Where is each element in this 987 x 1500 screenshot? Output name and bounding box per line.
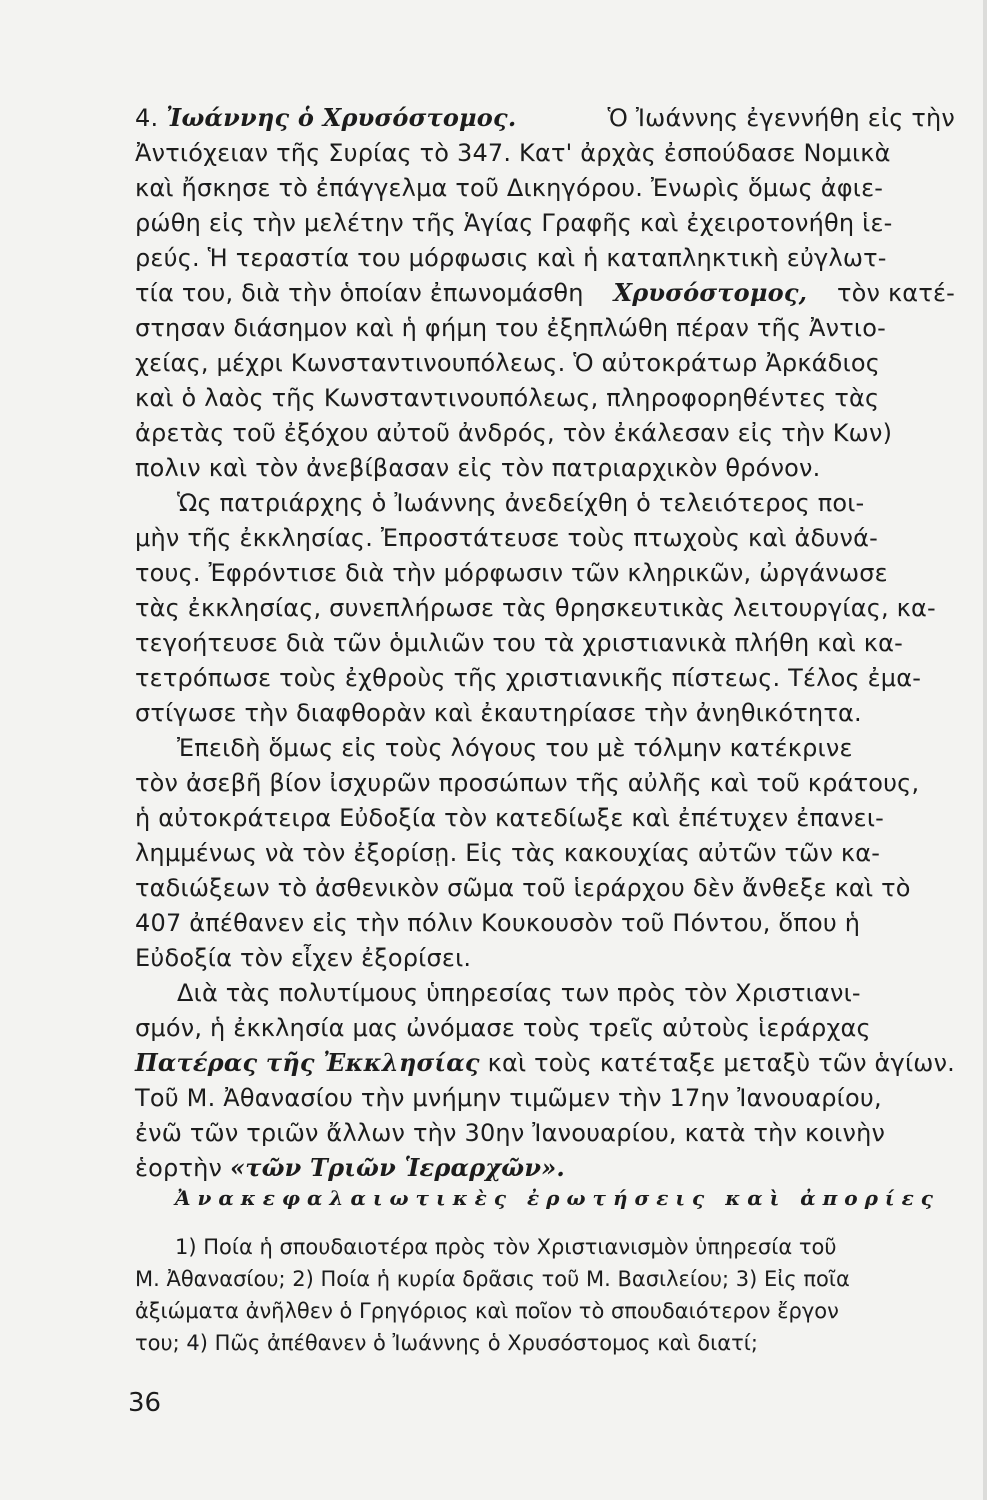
text-line: σμόν, ἡ ἐκκλησία μας ὠνόμασε τοὺς τρεῖς αὐτοὺς ἱεράρχας	[135, 1014, 871, 1042]
text-line: ταδιώξεων τὸ ἀσθενικὸν σῶμα τοῦ ἱεράρχου δὲν ἄνθεξε καὶ τὸ	[135, 874, 911, 902]
text-line: μὴν τῆς ἐκκλησίας. Ἐπροστάτευσε τοὺς πτωχοὺς καὶ ἀδυνά-	[135, 524, 878, 552]
text-line: τεγοήτευσε διὰ τῶν ὁμιλιῶν του τὰ χριστιανικὰ πλήθη καὶ κα-	[135, 629, 904, 657]
text-line-emphasis	[135, 1048, 955, 1077]
text-segment: καὶ τοὺς κατέταξε μεταξὺ τῶν ἁγίων.	[487, 1049, 955, 1077]
text-line: χείας, μέχρι Κωνσταντινουπόλεως. Ὁ αὐτοκράτωρ Ἀρκάδιος	[135, 349, 881, 377]
questions-heading: Ἀνακεφαλαιωτικὲς ἐρωτήσεις καὶ ἀπορίες	[175, 1186, 940, 1210]
scan-edge	[983, 0, 987, 1500]
text-line-emphasis	[135, 278, 955, 307]
text-line: λημμένως νὰ τὸν ἐξορίσῃ. Εἰς τὰς κακουχίας αὐτῶν τῶν κα-	[135, 839, 881, 867]
text-segment: τία του, διὰ τὴν ὁποίαν ἐπωνομάσθη	[135, 279, 584, 307]
question-line: 1) Ποία ἡ σπουδαιοτέρα πρὸς τὸν Χριστιανισμὸν ὑπηρεσία τοῦ	[175, 1235, 837, 1259]
text-line: 407 ἀπέθανεν εἰς τὴν πόλιν Κουκουσὸν τοῦ Πόντου, ὅπου ἡ	[135, 909, 861, 937]
text-line: καὶ ὁ λαὸς τῆς Κωνσταντινουπόλεως, πληροφορηθέντες τὰς	[135, 384, 880, 412]
text-line: ἀρετὰς τοῦ ἐξόχου αὐτοῦ ἀνδρός, τὸν ἐκάλεσαν εἰς τὴν Κων)	[135, 419, 893, 447]
text-line: Τοῦ Μ. Ἀθανασίου τὴν μνήμην τιμῶμεν τὴν 17ην Ἰανουαρίου,	[135, 1084, 882, 1112]
text-line: ρεύς. Ἡ τεραστία του μόρφωσις καὶ ἡ καταπληκτικὴ εὐγλωτ-	[135, 244, 887, 272]
emphasis-church-fathers: Πατέρας τῆς Ἐκκλησίας	[135, 1048, 480, 1077]
text-line: τους. Ἐφρόντισε διὰ τὴν μόρφωσιν τῶν κληρικῶν, ὠργάνωσε	[135, 559, 888, 587]
text-line: τὸν ἀσεβῆ βίον ἰσχυρῶν προσώπων τῆς αὐλῆς καὶ τοῦ κράτους,	[135, 769, 920, 797]
text-segment: ἑορτὴν	[135, 1154, 223, 1182]
section-title: Ἰωάννης ὁ Χρυσόστομος.	[166, 103, 517, 132]
text-line: ἡ αὐτοκράτειρα Εὐδοξία τὸν κατεδίωξε καὶ ἐπέτυχεν ἐπανει-	[135, 804, 885, 832]
text-line: ἐνῶ τῶν τριῶν ἄλλων τὴν 30ην Ἰανουαρίου, κατὰ τὴν κοινὴν	[135, 1119, 886, 1147]
text-line: Εὐδοξία τὸν εἶχεν ἐξορίσει.	[135, 944, 472, 972]
text-line: στησαν διάσημον καὶ ἡ φήμη του ἐξηπλώθη πέραν τῆς Ἀντιο-	[135, 314, 886, 342]
text-line: Ἐπειδὴ ὅμως εἰς τοὺς λόγους του μὲ τόλμην κατέκρινε	[177, 734, 853, 762]
question-line: ἀξιώματα ἀνῆλθεν ὁ Γρηγόριος καὶ ποῖον τὸ σπουδαιότερον ἔργον	[135, 1299, 839, 1323]
question-line: Μ. Ἀθανασίου; 2) Ποία ἡ κυρία δρᾶσις τοῦ Μ. Βασιλείου; 3) Εἰς ποῖα	[135, 1267, 850, 1291]
text-line: ρώθη εἰς τὴν μελέτην τῆς Ἁγίας Γραφῆς καὶ ἐχειροτονήθη ἱε-	[135, 209, 893, 237]
emphasis-chrysostom: Χρυσόστομος,	[613, 278, 808, 307]
text-line: τὰς ἐκκλησίας, συνεπλήρωσε τὰς θρησκευτικὰς λειτουργίας, κα-	[135, 594, 936, 622]
section-number: 4.	[135, 104, 159, 132]
text-segment: τὸν κατέ-	[836, 279, 955, 307]
text-line: στίγωσε τὴν διαφθορὰν καὶ ἐκαυτηρίασε τὴν ἀνηθικότητα.	[135, 699, 862, 727]
text-line: Διὰ τὰς πολυτίμους ὑπηρεσίας των πρὸς τὸν Χριστιανι-	[177, 979, 861, 1007]
emphasis-three-hierarchs: «τῶν Τριῶν Ἱεραρχῶν».	[230, 1153, 565, 1182]
text-line-emphasis	[135, 1153, 565, 1182]
text-line: Ἀντιόχειαν τῆς Συρίας τὸ 347. Κατ' ἀρχὰς ἐσπούδασε Νομικὰ	[135, 139, 891, 167]
page-number: 36	[128, 1388, 162, 1418]
section-intro: Ὁ Ἰωάννης ἐγεννήθη εἰς τὴν	[607, 104, 955, 132]
question-line: του; 4) Πῶς ἀπέθανεν ὁ Ἰωάννης ὁ Χρυσόστομος καὶ διατί;	[135, 1331, 758, 1355]
text-line: πολιν καὶ τὸν ἀνεβίβασαν εἰς τὸν πατριαρχικὸν θρόνον.	[135, 454, 821, 482]
section-heading-line	[135, 103, 955, 132]
text-line: καὶ ἤσκησε τὸ ἐπάγγελμα τοῦ Δικηγόρου. Ἐνωρὶς ὅμως ἀφιε-	[135, 174, 884, 202]
text-line: Ὡς πατριάρχης ὁ Ἰωάννης ἀνεδείχθη ὁ τελειότερος ποι-	[177, 489, 865, 517]
text-line: τετρόπωσε τοὺς ἐχθροὺς τῆς χριστιανικῆς πίστεως. Τέλος ἐμα-	[135, 664, 922, 692]
